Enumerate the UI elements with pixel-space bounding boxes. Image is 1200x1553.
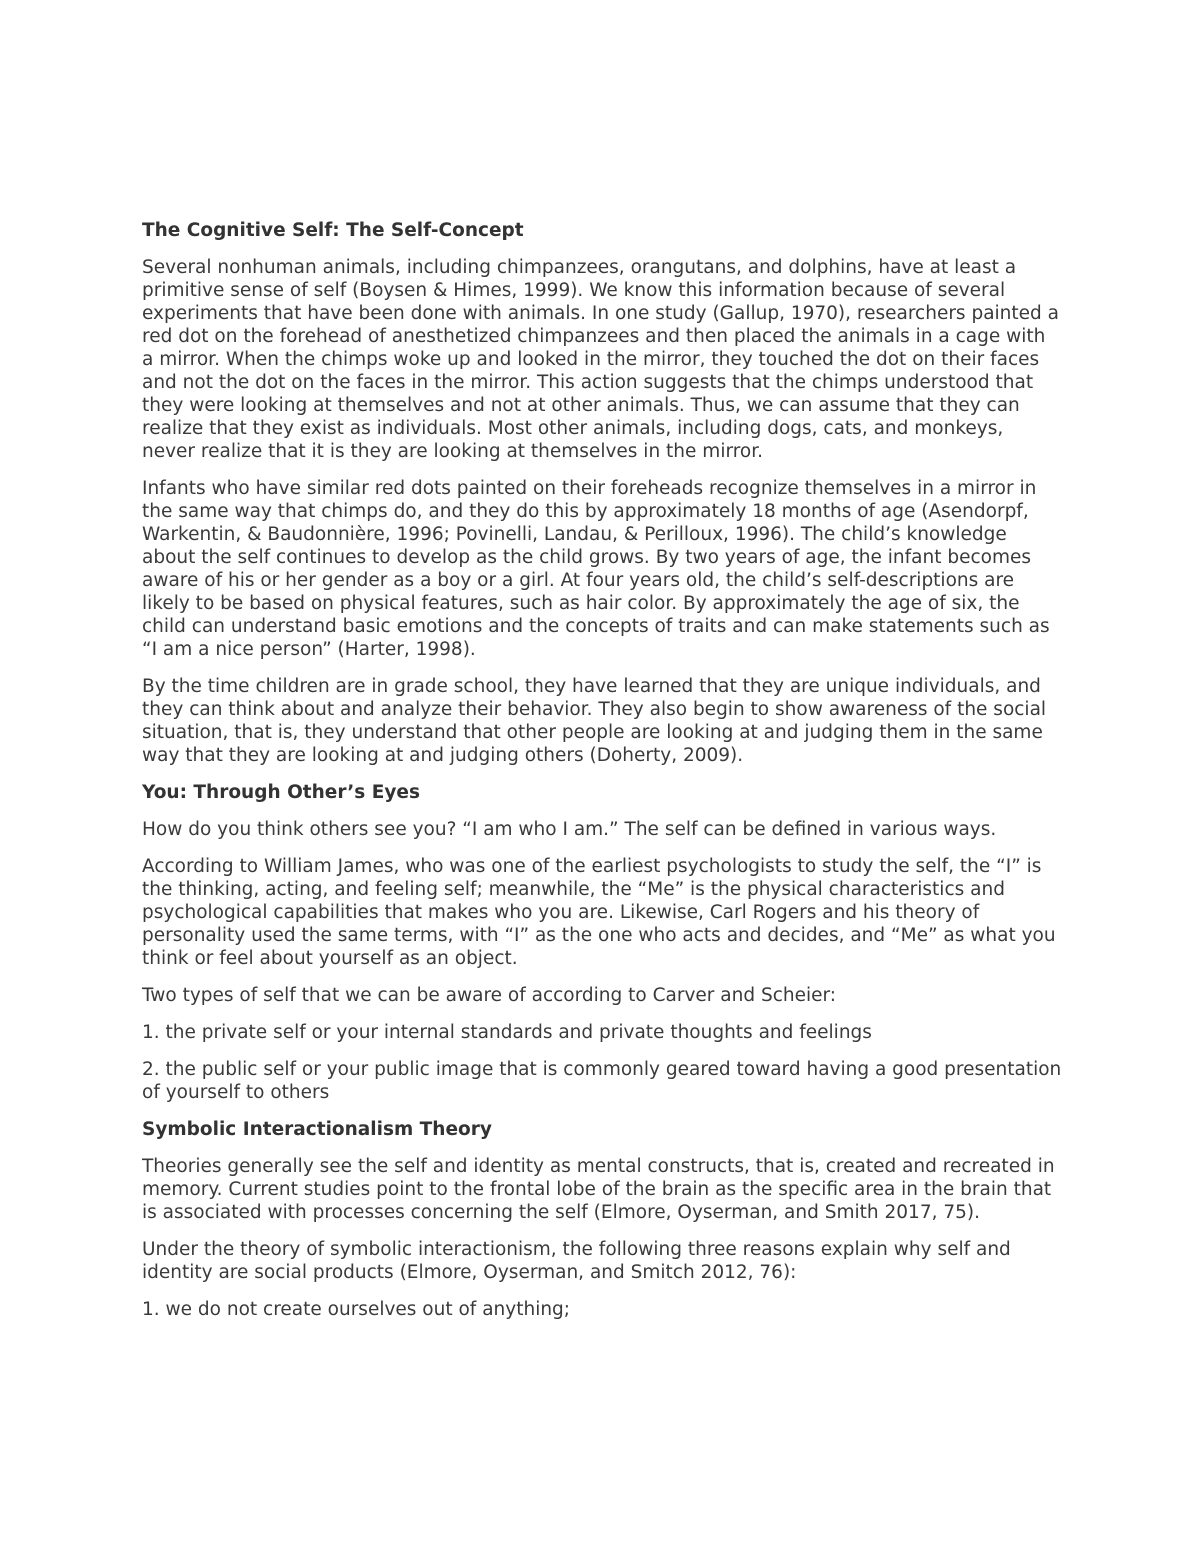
paragraph-two-types: Two types of self that we can be aware of according to Carver and Scheier: — [142, 985, 837, 1006]
paragraph-mental-constructs: Theories generally see the self and identity as mental constructs, that is, created and recreated in memory. Current studies point to the frontal lobe of the brain as the specific area in the brain that is associated with processes concerning the self (Elmore, Oyserman, and Smith 2017, 75). — [142, 1156, 1055, 1223]
paragraph-william-james: According to William James, who was one of the earliest psychologists to study the self, the “I” is the thinking, acting, and feeling self; meanwhile, the “Me” is the physical characteristics and psychological capabilities that makes who you are. Likewise, Carl Rogers and his theory of personality used the same terms, with “I” as the one who acts and decides, and “Me” as what you think or feel about yourself as an object. — [142, 856, 1056, 969]
list-item-public-self: 2. the public self or your public image that is commonly geared toward having a good presentation of yourself to others — [142, 1059, 1062, 1103]
paragraph-three-reasons: Under the theory of symbolic interactionism, the following three reasons explain why self and identity are social products (Elmore, Oyserman, and Smitch 2012, 76): — [142, 1239, 1011, 1283]
paragraph-infants: Infants who have similar red dots painted on their foreheads recognize themselves in a mirror in the same way that chimps do, and they do this by approximately 18 months of age (Asendorpf, Warkentin, & Baudonnière, 1996; Povinelli, Landau, & Perilloux, 1996). The child’s knowledge about the self continues to develop as the child grows. By two years of age, the infant becomes aware of his or her gender as a boy or a girl. At four years old, the child’s self-descriptions are likely to be based on physical features, such as hair color. By approximately the age of six, the child can understand basic emotions and the concepts of traits and can make statements such as “I am a nice person” (Harter, 1998). — [142, 478, 1050, 660]
list-item-not-create-ourselves: 1. we do not create ourselves out of anything; — [142, 1299, 571, 1320]
document-body — [142, 219, 1062, 1335]
paragraph-grade-school: By the time children are in grade school, they have learned that they are unique individuals, and they can think about and analyze their behavior. They also begin to show awareness of the social situation, that is, they understand that other people are looking at and judging them in the same way that they are looking at and judging others (Doherty, 2009). — [142, 676, 1047, 766]
paragraph-nonhuman-animals: Several nonhuman animals, including chimpanzees, orangutans, and dolphins, have at least a primitive sense of self (Boysen & Himes, 1999). We know this information because of several experiments that have been done with animals. In one study (Gallup, 1970), researchers painted a red dot on the forehead of anesthetized chimpanzees and then placed the animals in a cage with a mirror. When the chimps woke up and looked in the mirror, they touched the dot on their faces and not the dot on the faces in the mirror. This action suggests that the chimps understood that they were looking at themselves and not at other animals. Thus, we can assume that they can realize that they exist as individuals. Most other animals, including dogs, cats, and monkeys, never realize that it is they are looking at themselves in the mirror. — [142, 257, 1059, 462]
paragraph-how-others-see: How do you think others see you? “I am who I am.” The self can be defined in various ways. — [142, 819, 997, 840]
list-item-private-self: 1. the private self or your internal standards and private thoughts and feelings — [142, 1022, 872, 1043]
section-heading-others-eyes: You: Through Other’s Eyes — [142, 782, 420, 803]
section-heading-cognitive-self: The Cognitive Self: The Self-Concept — [142, 220, 524, 241]
section-heading-symbolic-interactionalism: Symbolic Interactionalism Theory — [142, 1119, 492, 1140]
